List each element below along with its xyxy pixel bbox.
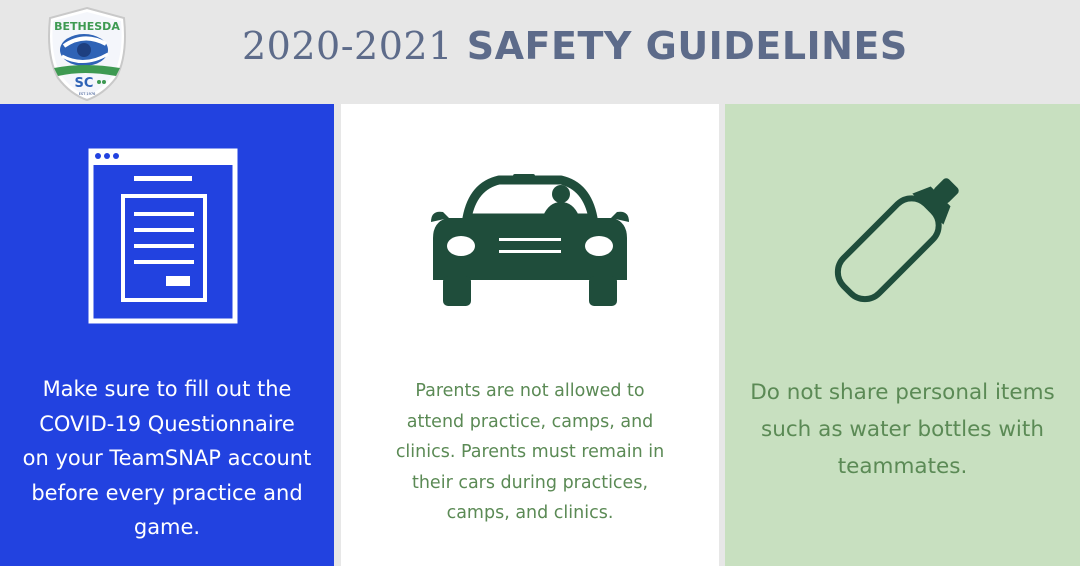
svg-text:EST 1976: EST 1976 <box>78 92 96 96</box>
text-line: their cars during practices, <box>411 472 649 493</box>
text-line: such as water bottles with <box>761 417 1044 442</box>
text-line: teammates. <box>837 454 968 479</box>
panel-parents <box>341 104 719 566</box>
text-line: Make sure to fill out the <box>42 377 292 401</box>
text-line: game. <box>133 515 201 539</box>
title-year: 2020-2021 <box>242 24 453 68</box>
text-line: on your TeamSNAP account <box>22 446 312 470</box>
bethesda-sc-logo <box>44 6 130 102</box>
text-line: clinics. Parents must remain in <box>395 442 665 462</box>
water-bottle-icon <box>821 156 981 316</box>
panel-personal-items-text <box>735 374 1070 485</box>
svg-text:SC: SC <box>74 76 94 91</box>
panel-questionnaire-text <box>8 372 326 545</box>
svg-text:BETHESDA: BETHESDA <box>54 20 120 33</box>
text-line: COVID-19 Questionnaire <box>39 411 295 436</box>
title-main: SAFETY GUIDELINES <box>466 24 908 68</box>
text-line: Parents are not allowed to <box>415 381 645 401</box>
panel-questionnaire <box>0 104 334 566</box>
panel-personal-items <box>725 104 1080 566</box>
text-line: Do not share personal items <box>750 380 1055 405</box>
header <box>0 0 1080 104</box>
car-driver-icon <box>429 168 631 310</box>
page-title <box>242 24 908 80</box>
text-line: camps, and clinics. <box>446 503 614 523</box>
text-line: before every practice and <box>31 480 303 505</box>
panel-parents-text <box>375 376 685 529</box>
questionnaire-browser-icon <box>88 148 238 324</box>
text-line: attend practice, camps, and <box>406 411 654 432</box>
